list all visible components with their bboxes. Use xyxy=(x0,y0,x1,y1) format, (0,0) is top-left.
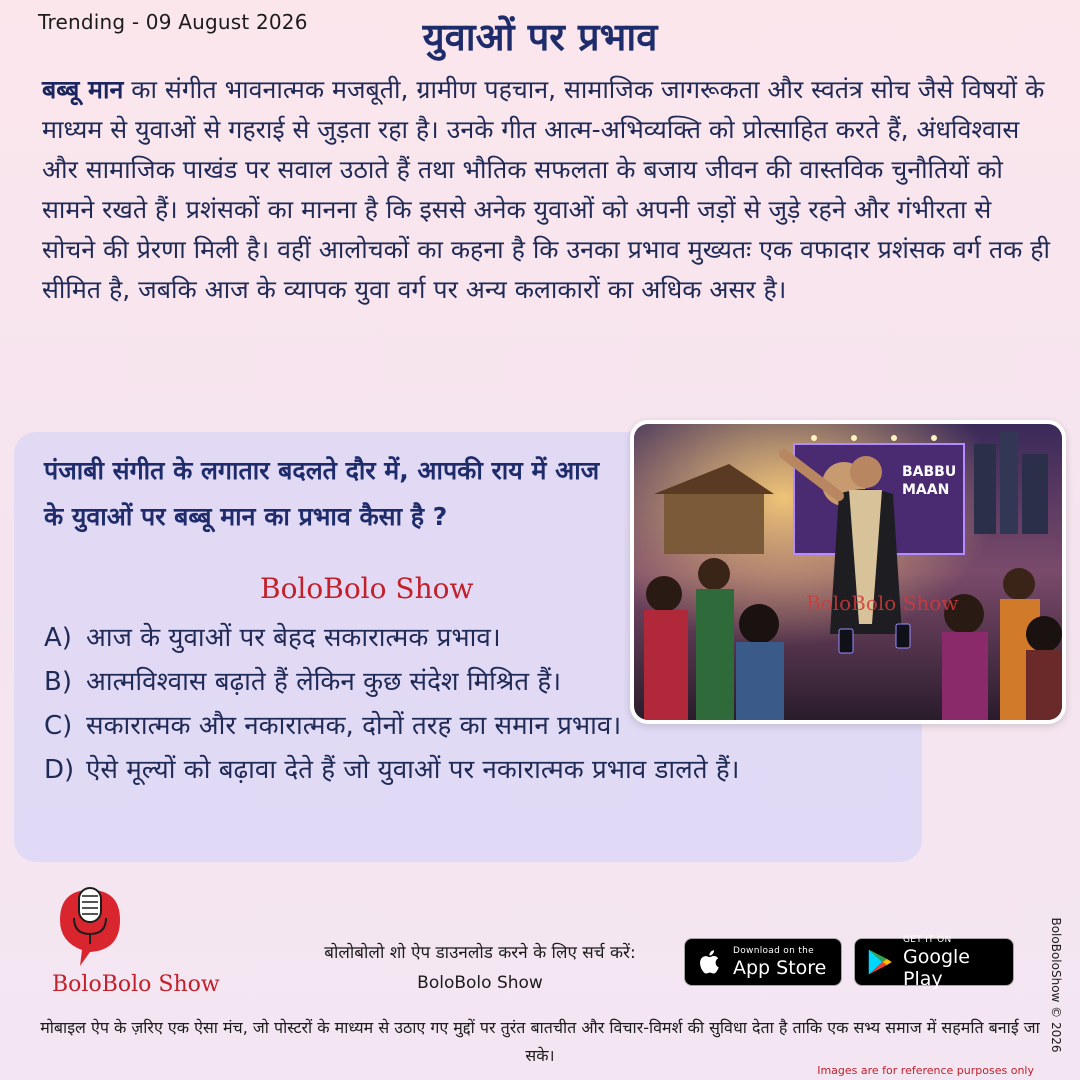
search-hint-text: बोलोबोलो शो ऐप डाउनलोड करने के लिए सर्च करें: xyxy=(324,943,636,963)
banner-line2: MAAN xyxy=(902,482,950,498)
app-name: BoloBolo Show xyxy=(417,973,543,993)
article-text: का संगीत भावनात्मक मजबूती, ग्रामीण पहचान, सामाजिक जागरूकता और स्वतंत्र सोच जैसे विषयों के माध्यम से युवाओं से गहराई से जुड़ता रहा है। उनके गीत आत्म-अभिव्यक्ति को प्रोत्साहित करते हैं, अंधविश्वास और सामाजिक पाखंड पर सवाल उठाते हैं तथा भौतिक सफलता के बजाय जीवन की वास्तविक चुनौतियों को सामने रखते हैं। प्रशंसकों का मानना है कि इससे अनेक युवाओं को अपनी जड़ों से जुड़े रहने और गंभीरता से सोचने की प्रेरणा मिली है। वहीं आलोचकों का कहना है कि उनका प्रभाव मुख्यतः एक वफादार प्रशंसक वर्ग तक ही सीमित है, जबकि आज के व्यापक युवा वर्ग पर अन्य कलाकारों का अधिक असर है। xyxy=(42,75,1050,304)
photo-watermark: BoloBolo Show xyxy=(806,591,959,615)
poll-watermark: BoloBolo Show xyxy=(260,572,474,605)
footer-tagline: मोबाइल ऐप के ज़रिए एक ऐसा मंच, जो पोस्टरों के माध्यम से उठाए गए मुद्दों पर तुरंत बातचीत और विचार-विमर्श की सुविधा देता है ताकि एक सभ्य समाज में सहमति बनाई जा सके। xyxy=(40,1018,1040,1065)
image-disclaimer: Images are for reference purposes only xyxy=(817,1064,1034,1077)
copyright-vertical xyxy=(1046,910,1066,1060)
option-text: आज के युवाओं पर बेहद सकारात्मक प्रभाव। xyxy=(86,623,501,653)
copyright-text: BoloBoloShow © 2026 xyxy=(1049,917,1063,1053)
option-letter: C) xyxy=(44,711,73,741)
article-body xyxy=(42,70,1052,310)
option-letter: D) xyxy=(44,755,75,785)
brand-name: BoloBolo Show xyxy=(52,972,220,997)
googleplay-small-label: GET IT ON xyxy=(903,934,952,945)
poll-option-d[interactable] xyxy=(44,748,924,792)
search-hint xyxy=(290,938,670,998)
banner-line1: BABBU xyxy=(902,464,957,480)
option-letter: A) xyxy=(44,623,72,653)
microphone-icon xyxy=(50,880,160,972)
option-text: आत्मविश्वास बढ़ाते हैं लेकिन कुछ संदेश मिश्रित हैं। xyxy=(86,667,562,697)
page-title: युवाओं पर प्रभाव xyxy=(422,15,658,59)
appstore-small-label: Download on the xyxy=(733,945,814,956)
article-lead: बब्बू मान xyxy=(42,75,124,104)
googleplay-label: Google Play xyxy=(903,945,971,990)
appstore-label: App Store xyxy=(733,956,827,979)
option-letter: B) xyxy=(44,667,72,697)
option-text: ऐसे मूल्यों को बढ़ावा देते हैं जो युवाओं पर नकारात्मक प्रभाव डालते हैं। xyxy=(86,755,740,785)
option-text: सकारात्मक और नकारात्मक, दोनों तरह का समान प्रभाव। xyxy=(86,711,622,741)
concert-illustration xyxy=(634,424,1062,720)
poll-question: पंजाबी संगीत के लगातार बदलते दौर में, आपकी राय में आज के युवाओं पर बब्बू मान का प्रभाव कैसा है ? xyxy=(44,456,600,531)
google-play-button[interactable] xyxy=(854,934,1014,990)
trending-date: Trending - 09 August 2026 xyxy=(38,10,308,34)
apple-icon xyxy=(695,947,725,977)
google-play-icon xyxy=(865,947,895,977)
app-store-button[interactable] xyxy=(684,938,842,986)
concert-photo xyxy=(630,420,1066,724)
